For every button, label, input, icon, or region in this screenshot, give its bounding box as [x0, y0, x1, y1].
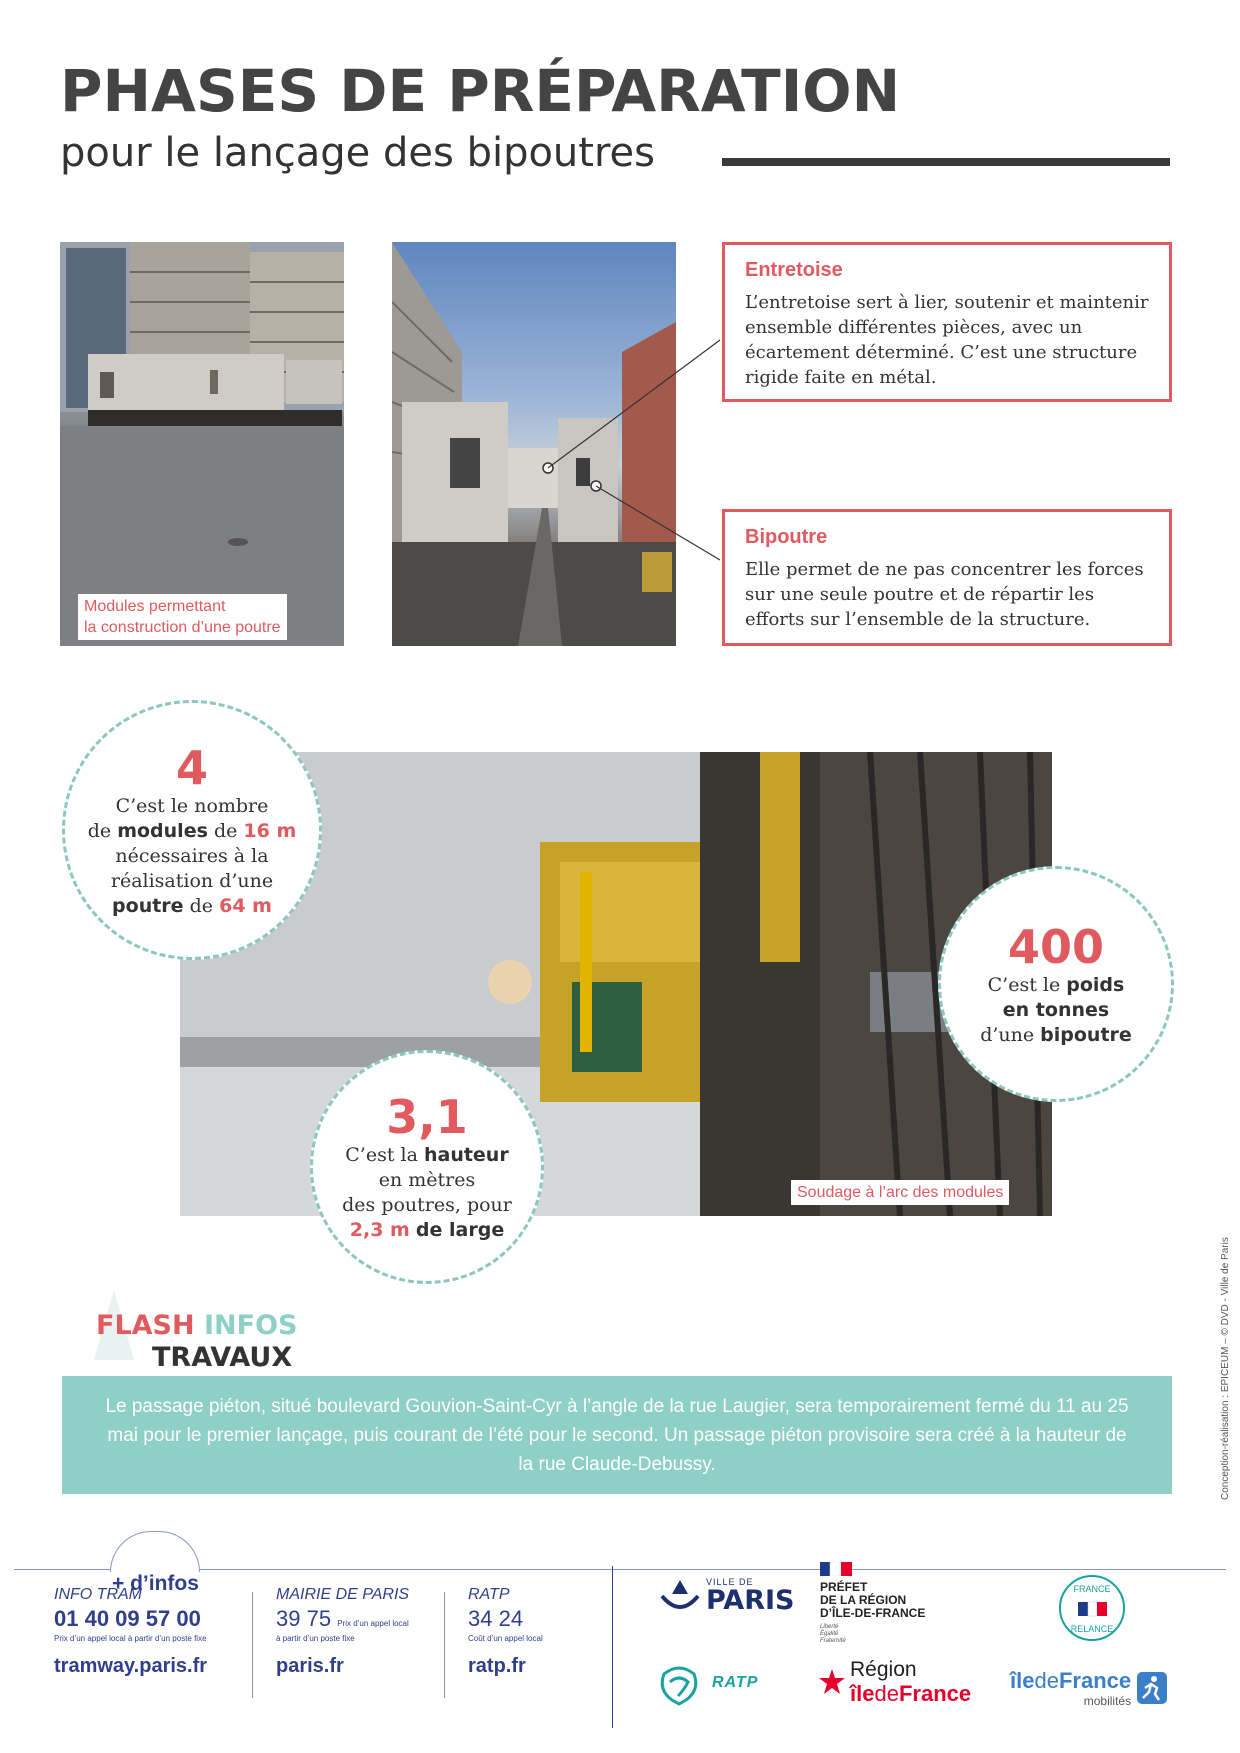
region-logo-word: île: [850, 1681, 875, 1706]
stat-text: C’est le: [987, 973, 1061, 996]
stat-description: [980, 973, 1132, 1048]
definition-text: L’entretoise sert à lier, soutenir et maintenir ensemble différentes pièces, avec un écartement déterminé. C’est une structure rigide faite en métal.: [745, 292, 1149, 388]
logo-region-idf: [818, 1658, 971, 1705]
credit-text: Conception-réalisation : EPICEUM – © DVD - Ville de Paris: [1220, 1237, 1231, 1500]
flash-word: INFOS: [204, 1310, 298, 1341]
flash-infos-text: Le passage piéton, situé boulevard Gouvion-Saint-Cyr à l’angle de la rue Laugier, sera temporairement fermé du 11 au 25 mai pour le premier lançage, puis courant de l’été pour le second. Un passage piéton provisoire sera créé à la hauteur de la rue Claude-Debussy.: [105, 1395, 1129, 1475]
contact-separator: [444, 1592, 445, 1698]
photo-soudage-caption: Soudage à l’arc des modules: [791, 1180, 1009, 1205]
prefet-line: DE LA RÉGION: [820, 1593, 907, 1607]
stat-keyword: hauteur: [423, 1144, 509, 1166]
stat-keyword: en tonnes: [1002, 998, 1110, 1021]
definition-entretoise: [722, 242, 1172, 402]
logo-ratp: [656, 1660, 758, 1706]
contact-label: MAIRIE DE PARIS: [276, 1586, 410, 1603]
prefet-motto: Égalité: [820, 1631, 839, 1637]
ratp-icon: [656, 1660, 702, 1706]
logo-idf-mobilites: [1010, 1668, 1167, 1708]
contact-mairie: [276, 1586, 446, 1678]
contact-phone[interactable]: 34 24: [468, 1606, 524, 1631]
stat-description: [342, 1143, 512, 1243]
region-star-icon: [818, 1668, 846, 1696]
stat-text: de: [87, 819, 112, 842]
contact-phone[interactable]: [276, 1606, 446, 1632]
caption-line: la construction d’une poutre: [84, 619, 281, 636]
page-title: PHASES DE PRÉPARATION: [60, 57, 901, 125]
contact-label: RATP: [468, 1586, 510, 1603]
stat-value: 64 m: [219, 894, 272, 917]
stat-poids: [938, 866, 1174, 1102]
subtitle-rule: [722, 158, 1170, 166]
stat-number: 4: [175, 740, 208, 795]
stat-text: des poutres, pour: [342, 1194, 512, 1216]
contact-ratp: [468, 1586, 588, 1678]
definition-title: Entretoise: [745, 259, 843, 281]
paris-logo-big: PARIS: [706, 1585, 795, 1616]
stat-description: [88, 794, 297, 919]
stat-value: 16 m: [243, 819, 297, 842]
photo-modules-caption: [78, 594, 287, 640]
stat-keyword: bipoutre: [1040, 1023, 1132, 1046]
marianne-flag-icon: [820, 1562, 852, 1576]
prefet-motto: Fraternité: [820, 1638, 846, 1644]
stat-text: de: [189, 894, 214, 917]
stat-keyword: de large: [415, 1219, 505, 1241]
flash-infos-box: [62, 1376, 1172, 1494]
photo-modules-illustration: [60, 242, 344, 646]
contact-url[interactable]: tramway.paris.fr: [54, 1655, 208, 1677]
stat-number: 400: [1007, 919, 1105, 974]
flash-word: FLASH: [96, 1310, 195, 1341]
contact-separator: [252, 1592, 253, 1698]
logo-ville-de-paris: [658, 1576, 795, 1616]
prefet-line: PRÉFET: [820, 1580, 868, 1594]
idfm-logo-word: île: [1010, 1668, 1035, 1693]
footer-arc: [110, 1531, 200, 1572]
stat-value: 2,3 m: [349, 1219, 410, 1241]
region-logo-word: de: [874, 1681, 899, 1706]
stat-keyword: poutre: [112, 894, 184, 917]
idfm-logo-small: mobilités: [1083, 1694, 1132, 1708]
contact-note: Prix d’un appel local à partir d’un poste fixe: [54, 1634, 207, 1643]
contact-phone[interactable]: 01 40 09 57 00: [54, 1606, 201, 1631]
france-relance-logo: [1056, 1572, 1128, 1644]
contact-note-inline: Prix d’un appel local: [337, 1619, 409, 1628]
stat-keyword: poids: [1066, 973, 1125, 996]
paris-logo-small: VILLE DE: [706, 1577, 754, 1587]
flash-word: TRAVAUX: [152, 1342, 293, 1373]
caption-line: Modules permettant: [84, 598, 226, 615]
stat-text: réalisation d’une: [110, 869, 274, 892]
stat-text: nécessaires à la: [115, 844, 269, 867]
stat-text: de: [213, 819, 238, 842]
idfm-logo-word: France: [1058, 1668, 1132, 1693]
stat-text: C’est la: [345, 1144, 418, 1166]
contact-label: INFO TRAM: [54, 1586, 142, 1603]
connector-lines: [540, 330, 730, 570]
prefet-line: D’ÎLE-DE-FRANCE: [820, 1606, 926, 1620]
region-logo-small: Région: [850, 1658, 917, 1681]
logo-prefet-idf: [820, 1562, 925, 1645]
ratp-logo-text: RATP: [712, 1674, 759, 1691]
idfm-logo-word: de: [1034, 1668, 1059, 1693]
stat-keyword: modules: [117, 819, 208, 842]
contact-note: Coût d’un appel local: [468, 1634, 543, 1643]
stat-text: C’est le nombre: [115, 794, 269, 817]
more-infos-label: + d’infos: [112, 1572, 199, 1595]
definition-bipoutre: [722, 509, 1172, 646]
stat-modules: [62, 700, 322, 960]
logos-separator: [612, 1566, 613, 1728]
definition-text: Elle permet de ne pas concentrer les forces sur une seule poutre et de répartir les efforts sur l’ensemble de la structure.: [745, 559, 1144, 630]
contact-url[interactable]: ratp.fr: [468, 1655, 526, 1677]
paris-ship-icon: [658, 1576, 702, 1616]
contact-note: à partir d’un poste fixe: [276, 1634, 355, 1643]
france-relance-bottom: RELANCE: [1070, 1624, 1114, 1634]
stat-number: 3,1: [386, 1090, 468, 1144]
flash-infos-title: [96, 1310, 298, 1374]
region-logo-word: France: [898, 1681, 972, 1706]
definition-title: Bipoutre: [745, 526, 828, 548]
photo-modules: [60, 242, 344, 646]
stat-text: en mètres: [378, 1169, 476, 1191]
prefet-motto: Liberté: [820, 1624, 839, 1630]
contact-url[interactable]: paris.fr: [276, 1655, 344, 1677]
contact-phone-number[interactable]: 39 75: [276, 1606, 332, 1631]
contact-info-tram: [54, 1586, 254, 1678]
france-relance-top: FRANCE: [1073, 1584, 1111, 1594]
idfm-pictogram-icon: [1137, 1672, 1167, 1704]
stat-text: d’une: [980, 1023, 1035, 1046]
page-subtitle: pour le lançage des bipoutres: [60, 130, 655, 176]
stat-hauteur: [310, 1050, 544, 1284]
